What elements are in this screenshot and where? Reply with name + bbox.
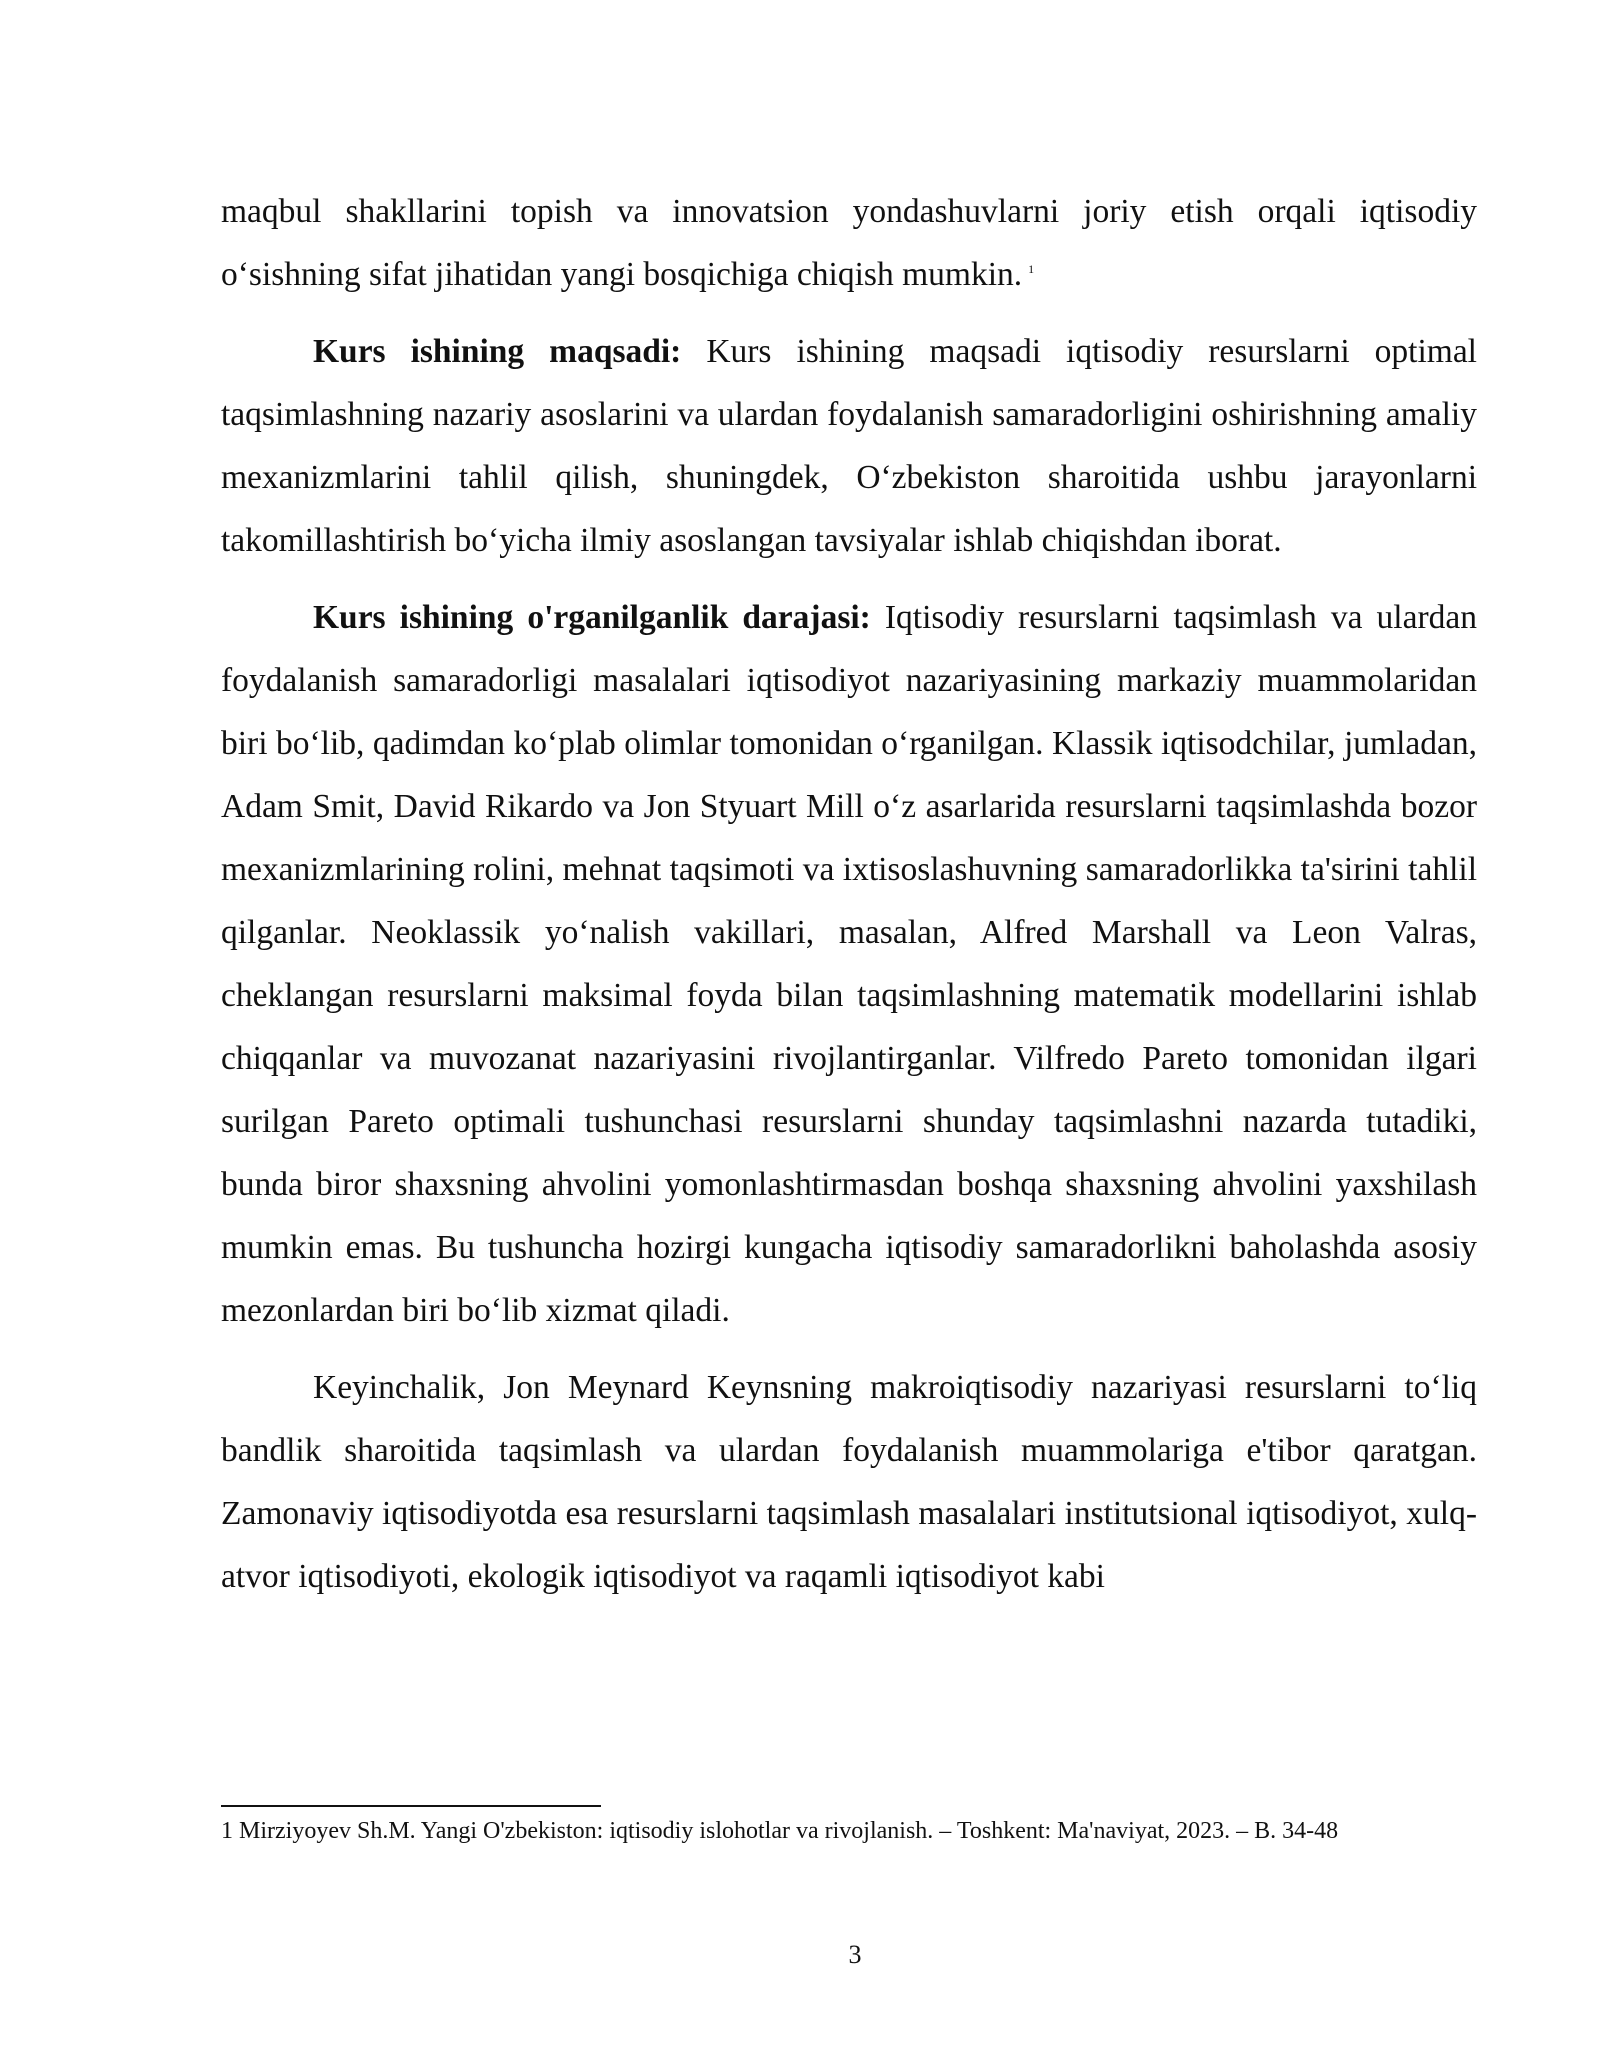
paragraph-text: Iqtisodiy resurslarni taqsimlash va ulardan foydalanish samaradorligi masalalari iqtisodiyot nazariyasining markaziy muammolaridan biri bo‘lib, qadimdan ko‘plab olimlar tomonidan o‘rganilgan. Klassik iqtisodchilar, jumladan, Adam Smit, David Rikardo va Jon Styuart Mill o‘z asarlarida resurslarni taqsimlashda bozor mexanizmlarining rolini, mehnat taqsimoti va ixtisoslashuvning samaradorlikka ta'sirini tahlil qilganlar. Neoklassik yo‘nalish vakillari, masalan, Alfred Marshall va Leon Valras, cheklangan resurslarni maksimal foyda bilan taqsimlashning matematik modellarini ishlab chiqqanlar va muvozanat nazariyasini rivojlantirganlar. Vilfredo Pareto tomonidan ilgari surilgan Pareto optimali tushunchasi resurslarni shunday taqsimlashni nazarda tutadiki, bunda biror shaxsning ahvolini yomonlashtirmasdan boshqa shaxsning ahvolini yaxshilash mumkin emas. Bu tushuncha hozirgi kungacha iqtisodiy samaradorlikni baholashda asosiy mezonlardan biri bo‘lib xizmat qiladi. <box>221 599 1477 1329</box>
page-number: 3 <box>848 1940 862 1969</box>
paragraph-continuation <box>221 180 1477 306</box>
footnote-text: Mirziyoyev Sh.M. Yangi O'zbekiston: iqtisodiy islohotlar va rivojlanish. – Toshkent: Ma'naviyat, 2023. – B. 34-48 <box>239 1818 1339 1844</box>
paragraph-heading: Kurs ishining o'rganilganlik darajasi: <box>313 599 871 636</box>
footnote-separator <box>221 1805 601 1807</box>
paragraph-keynes <box>221 1356 1477 1608</box>
body-text <box>221 180 1477 1622</box>
paragraph-text: Keyinchalik, Jon Meynard Keynsning makroiqtisodiy nazariyasi resurslarni to‘liq bandlik sharoitida taqsimlash va ulardan foydalanish muammolariga e'tibor qaratgan. Zamonaviy iqtisodiyotda esa resurslarni taqsimlash masalalari institutsional iqtisodiyot, xulq-atvor iqtisodiyoti, ekologik iqtisodiyot va raqamli iqtisodiyot kabi <box>221 1369 1477 1595</box>
footnote-number: 1 <box>221 1818 233 1844</box>
paragraph-aim <box>221 320 1477 572</box>
footnote <box>221 1815 1477 1847</box>
paragraph-text: Kurs ishining maqsadi iqtisodiy resurslarni optimal taqsimlashning nazariy asoslarini va ulardan foydalanish samaradorligini oshirishning amaliy mexanizmlarini tahlil qilish, shuningdek, O‘zbekiston sharoitida ushbu jarayonlarni takomillashtirish bo‘yicha ilmiy asoslangan tavsiyalar ishlab chiqishdan iborat. <box>221 333 1477 559</box>
paragraph-heading: Kurs ishining maqsadi: <box>313 333 682 370</box>
paragraph-research-level <box>221 586 1477 1342</box>
footnote-reference[interactable]: 1 <box>1028 261 1035 276</box>
paragraph-text: maqbul shakllarini topish va innovatsion yondashuvlarni joriy etish orqali iqtisodiy o‘sishning sifat jihatidan yangi bosqichiga chiqish mumkin. <box>221 193 1477 293</box>
